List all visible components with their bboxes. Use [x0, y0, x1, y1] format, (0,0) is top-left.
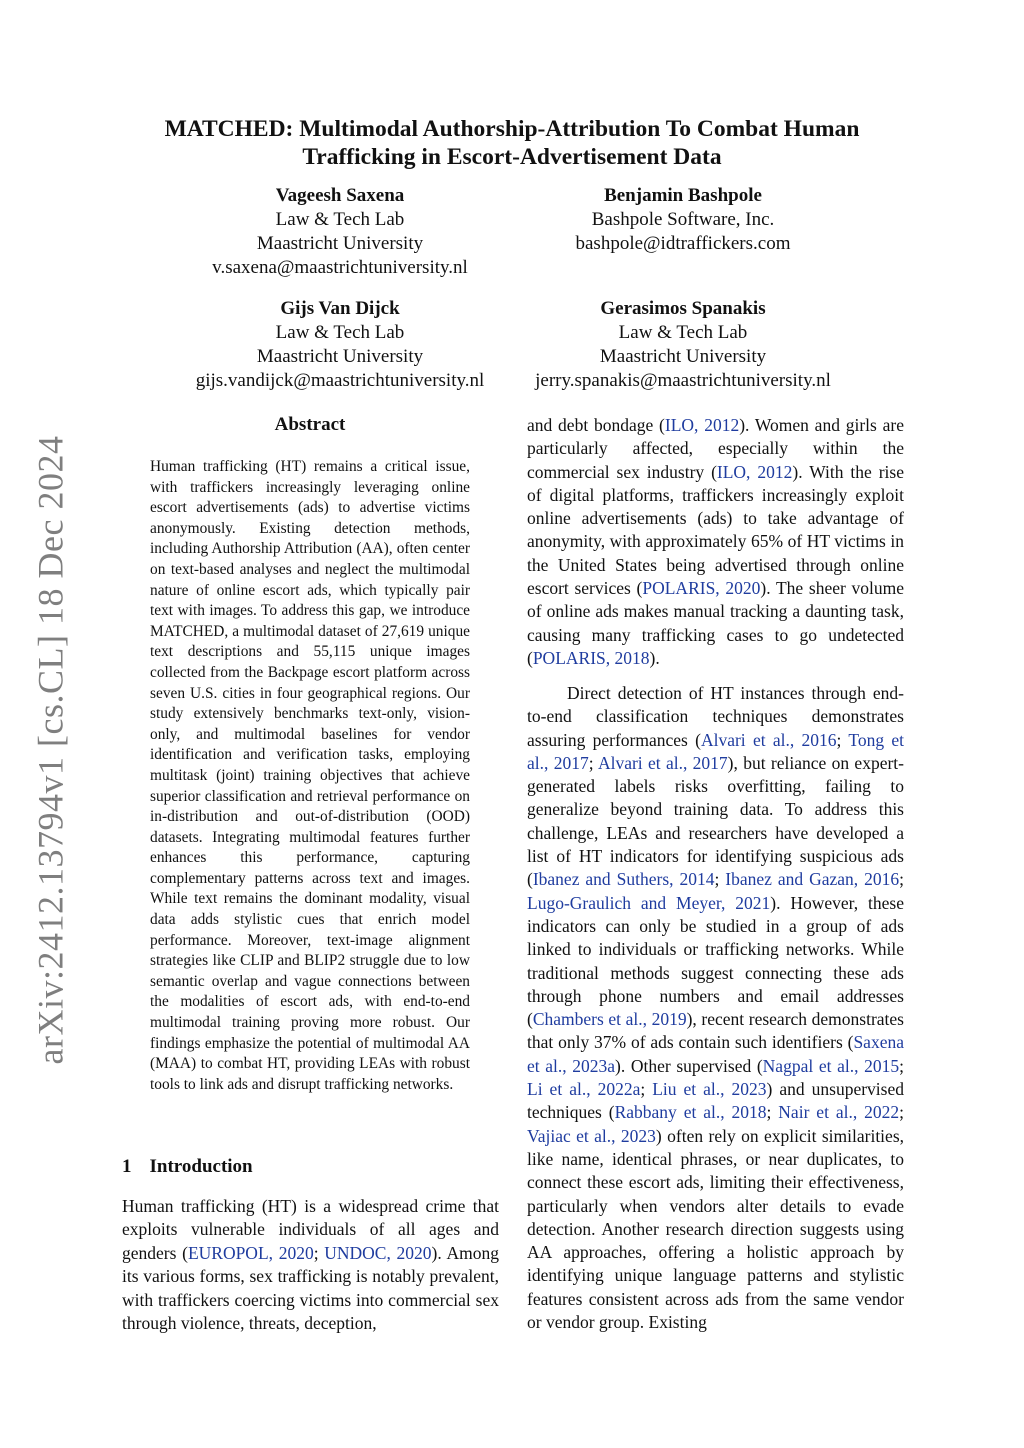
citation-link[interactable]: Lugo-Graulich and Meyer, 2021 — [527, 892, 771, 913]
text-run: ; — [588, 752, 598, 773]
text-run: ). Other supervised ( — [615, 1055, 763, 1076]
intro-paragraph-1 — [122, 1195, 499, 1335]
author-name: Gerasimos Spanakis — [600, 298, 766, 319]
citation-link[interactable]: POLARIS, 2020 — [642, 578, 761, 599]
text-run: ), recent research demonstrates that only 37% of ads contain such identifiers ( — [527, 1009, 904, 1053]
text-run: ). Women and girls are particularly affected, especially within the commercial sex industry ( — [527, 415, 905, 482]
author-name: Vageesh Saxena — [275, 185, 405, 206]
intro-paragraph-1-continued — [527, 414, 904, 670]
author-affiliation: Law & Tech Lab — [618, 322, 748, 343]
author-affiliation: Law & Tech Lab — [275, 209, 405, 230]
citation-link[interactable]: Alvari et al., 2016 — [700, 729, 837, 750]
text-run: ; — [836, 729, 849, 750]
text-run: ) often rely on explicit similarities, like name, identical phrases, or near duplicates, to connect these escort ads, limiting their effectiveness, particularly when vendors alter details to evade detection. Another research direction suggests using AA approaches, offering a holistic approach by identifying unique language patterns and stylistic features consistent across ads from the same vendor or vendor group. Existing — [527, 1125, 905, 1333]
abstract-heading: Abstract — [274, 414, 346, 435]
section-number: 1 — [122, 1156, 132, 1177]
citation-link[interactable]: Saxena et al., 2023a — [527, 1032, 904, 1076]
citation-link[interactable]: Alvari et al., 2017 — [597, 752, 728, 773]
title-line-1: MATCHED: Multimodal Authorship-Attribution To Combat Human — [164, 116, 860, 142]
author-block-1 — [190, 184, 490, 280]
citation-link[interactable]: Nair et al., 2022 — [778, 1102, 900, 1123]
author-block-2 — [533, 184, 833, 256]
text-run: ; — [640, 1079, 653, 1100]
arxiv-identifier-text: arXiv:2412.13794v1 [cs.CL] 18 Dec 2024 — [30, 435, 71, 1065]
text-run: ; — [313, 1242, 325, 1263]
citation-link[interactable]: UNDOC, 2020 — [324, 1242, 432, 1263]
author-affiliation: Maastricht University — [256, 233, 424, 254]
citation-link[interactable]: Nagpal et al., 2015 — [762, 1055, 900, 1076]
text-run: ) and unsupervised techniques ( — [527, 1079, 904, 1123]
title-line-2: Trafficking in Escort-Advertisement Data — [302, 144, 722, 170]
text-run: ). The sheer volume of online ads makes manual tracking a daunting task, causing many trafficking cases to go undetected ( — [527, 578, 904, 668]
text-run: Human trafficking (HT) is a widespread crime that exploits vulnerable individuals of all ages and genders ( — [122, 1196, 499, 1263]
text-run: ; — [899, 869, 904, 890]
citation-link[interactable]: Chambers et al., 2019 — [532, 1009, 687, 1030]
text-run: ; — [899, 1055, 904, 1076]
author-affiliation: Bashpole Software, Inc. — [591, 209, 775, 230]
author-affiliation: Law & Tech Lab — [275, 322, 405, 343]
text-run: ). — [649, 647, 660, 668]
text-run: ; — [714, 869, 726, 890]
citation-link[interactable]: POLARIS, 2018 — [532, 647, 650, 668]
citation-link[interactable]: ILO, 2012 — [664, 415, 740, 435]
author-name: Gijs Van Dijck — [280, 298, 400, 319]
text-run: ), but reliance on expert-generated labels risks overfitting, failing to generalize beyond training data. To address this challenge, LEAs and researchers have developed a list of HT indicators for identifying suspicious ads ( — [527, 752, 904, 890]
text-run: ). However, these indicators can only be studied in a group of ads linked to individuals or trafficking networks. While traditional methods suggest connecting these ads through phone numbers and email addresses ( — [527, 892, 904, 1030]
author-affiliation: Maastricht University — [599, 346, 767, 367]
author-block-3 — [170, 297, 510, 393]
arxiv-identifier — [20, 435, 80, 1065]
author-email: jerry.spanakis@maastrichtuniversity.nl — [535, 370, 831, 391]
citation-link[interactable]: Liu et al., 2023 — [652, 1079, 767, 1100]
intro-paragraph-2 — [527, 682, 904, 1334]
section-title: Introduction — [149, 1156, 253, 1177]
paper-title — [110, 115, 914, 171]
text-run: ). Among its various forms, sex trafficking is notably prevalent, with traffickers coercing victims into commercial sex through violence, threats, deception, — [122, 1242, 499, 1334]
author-block-4 — [513, 297, 853, 393]
text-run: and debt bondage ( — [527, 415, 665, 435]
author-email: gijs.vandijck@maastrichtuniversity.nl — [195, 370, 485, 391]
text-run: Direct detection of HT instances through end-to-end classification techniques demonstrates assuring performances ( — [527, 683, 904, 750]
text-run: ; — [766, 1102, 779, 1123]
text-run: ; — [899, 1102, 904, 1123]
citation-link[interactable]: Rabbany et al., 2018 — [614, 1102, 767, 1123]
author-name: Benjamin Bashpole — [604, 185, 762, 206]
author-affiliation: Maastricht University — [256, 346, 424, 367]
citation-link[interactable]: Ibanez and Suthers, 2014 — [532, 869, 715, 890]
citation-link[interactable]: Ibanez and Gazan, 2016 — [725, 869, 900, 890]
abstract-text: Human trafficking (HT) remains a critical issue, with traffickers increasingly leveraging online escort advertisements (ads) to advertise victims anonymously. Existing detection methods, including Authorship Attribution (AA), often center on text-based analyses and neglect the multimodal nature of online escort ads, which typically pair text with images. To address this gap, we introduce MATCHED, a multimodal dataset of 27,619 unique text descriptions and 55,115 unique images collected from the Backpage escort platform across seven U.S. cities in four geographical regions. Our study extensively benchmarks text-only, vision-only, and multimodal baselines for vendor identification and verification tasks, employing multitask (joint) training objectives that achieve superior classification and retrieval performance on in-distribution and out-of-distribution (OOD) datasets. Integrating multimodal features further enhances this performance, capturing complementary patterns across text and images. While text remains the dominant modality, visual data adds stylistic cues that enrich model performance. Moreover, text-image alignment strategies like CLIP and BLIP2 struggle due to low semantic overlap and vague connections between the modalities of escort ads, with end-to-end multimodal training proving more robust. Our findings emphasize the potential of multimodal AA (MAA) to combat HT, providing LEAs with robust tools to link ads and disrupt trafficking networks. — [150, 458, 470, 1093]
citation-link[interactable]: Li et al., 2022a — [527, 1079, 641, 1100]
citation-link[interactable]: Tong et al., 2017 — [527, 729, 905, 773]
citation-link[interactable]: ILO, 2012 — [716, 461, 793, 482]
text-run: ). With the rise of digital platforms, traffickers increasingly exploit online advertisements (ads) to take advantage of anonymity, with approximately 65% of HT victims in the United States being advertised through online escort services ( — [527, 461, 904, 599]
section-heading-introduction — [122, 1156, 253, 1178]
author-email: bashpole@idtraffickers.com — [575, 233, 791, 254]
citation-link[interactable]: Vajiac et al., 2023 — [527, 1125, 656, 1146]
author-email: v.saxena@maastrichtuniversity.nl — [212, 257, 468, 278]
citation-link[interactable]: EUROPOL, 2020 — [187, 1242, 314, 1263]
